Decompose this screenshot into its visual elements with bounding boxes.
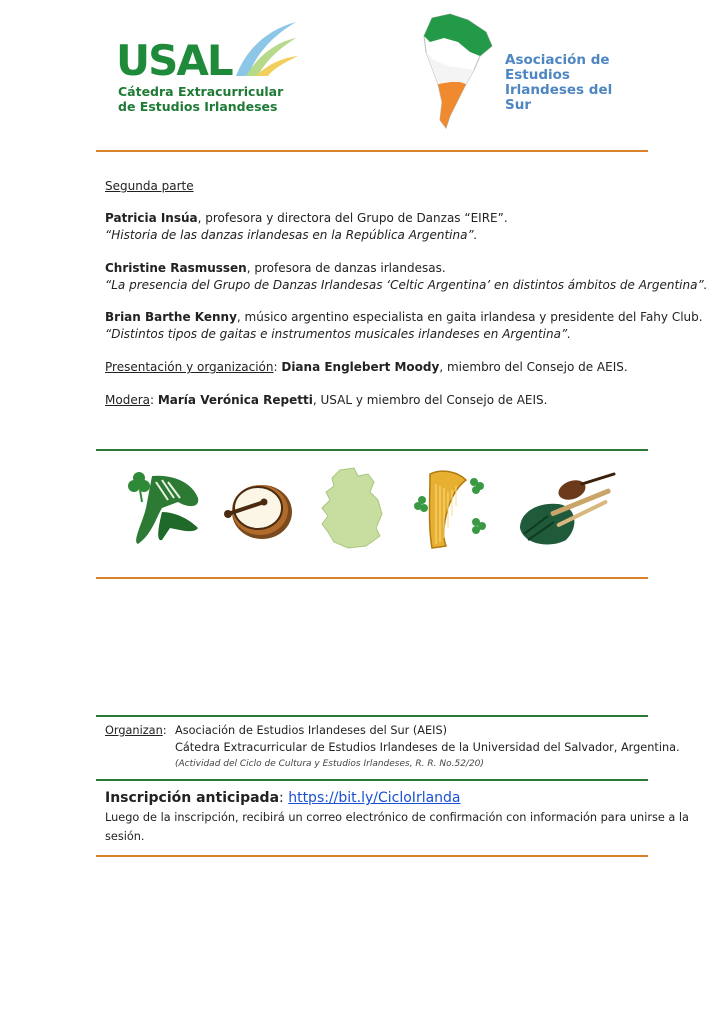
registration-top-divider (96, 779, 648, 781)
presentation-rest: , miembro del Consejo de AEIS. (439, 360, 628, 374)
usal-subtitle-line1: Cátedra Extracurricular (118, 84, 284, 99)
registration-sep: : (279, 790, 289, 806)
presentation-sep: : (273, 360, 282, 374)
aeis-line3: Irlandeses del (505, 82, 613, 98)
moderator-line (105, 393, 547, 408)
aeis-line1: Asociación de (505, 52, 610, 68)
registration-label: Inscripción anticipada (105, 790, 280, 806)
organizers-note: (Actividad del Ciclo de Cultura y Estudios Irlandeses, R. R. No.52/20) (175, 759, 484, 769)
speaker-2-talk: “La presencia del Grupo de Danzas Irlandesas ‘Celtic Argentina’ en distintos ámbitos de Argentina”. (105, 278, 708, 292)
registration-info-line2: sesión. (105, 830, 145, 843)
organizers-top-divider (96, 715, 648, 717)
footer-divider (96, 855, 648, 857)
usal-wordmark: USAL (116, 36, 232, 85)
organizers-line1: Asociación de Estudios Irlandeses del Sur (AEIS) (175, 724, 448, 737)
presentation-name: Diana Englebert Moody (281, 360, 440, 374)
organizers-label: Organizan (105, 724, 163, 737)
presentation-label: Presentación y organización (105, 360, 274, 374)
moderator-name: María Verónica Repetti (157, 393, 313, 407)
speaker-3-name: Brian Barthe Kenny (105, 310, 237, 324)
bagpipe-fiddle-icon (514, 468, 622, 550)
speaker-3-talk: “Distintos tipos de gaitas e instrumentos musicales irlandeses en Argentina”. (105, 327, 571, 341)
bodhran-drum-icon (224, 478, 296, 542)
presentation-line (105, 360, 628, 375)
speaker-1-talk: “Historia de las danzas irlandesas en la República Argentina”. (105, 228, 478, 242)
registration-heading (105, 789, 461, 807)
moderator-sep: : (149, 393, 158, 407)
south-america-flag-map-icon (420, 12, 500, 130)
header-divider (96, 150, 648, 152)
usal-swoosh-icon (226, 20, 298, 82)
speaker-2-name: Christine Rasmussen (105, 261, 247, 275)
registration-info-line1: Luego de la inscripción, recibirá un correo electrónico de confirmación con información para unirse a la (105, 811, 689, 824)
aeis-line2: Estudios (505, 67, 570, 83)
aeis-line4: Sur (505, 97, 531, 113)
organizers-colon: : (162, 724, 167, 737)
speaker-1-role: , profesora y directora del Grupo de Danzas “EIRE”. (197, 211, 508, 225)
speaker-2 (105, 261, 446, 276)
usal-logo (108, 14, 298, 114)
icons-bottom-divider (96, 577, 648, 579)
organizers-label-wrap (105, 723, 167, 738)
section-title: Segunda parte (105, 179, 194, 193)
aeis-name (505, 53, 612, 113)
icons-top-divider (96, 449, 648, 451)
moderator-rest: , USAL y miembro del Consejo de AEIS. (312, 393, 548, 407)
speaker-2-role: , profesora de danzas irlandesas. (246, 261, 446, 275)
organizers-line2: Cátedra Extracurricular de Estudios Irlandeses de la Universidad del Salvador, Argentina. (175, 741, 680, 754)
speaker-3 (105, 310, 703, 325)
registration-link[interactable]: https://bit.ly/CicloIrlanda (288, 790, 461, 806)
moderator-label: Modera (105, 393, 150, 407)
speaker-1 (105, 211, 508, 226)
harp-shamrock-icon (412, 466, 488, 552)
ireland-map-icon (318, 466, 388, 550)
dance-shoes-shamrock-icon (122, 468, 204, 550)
aeis-logo (420, 12, 630, 130)
usal-subtitle-line2: de Estudios Irlandeses (118, 99, 278, 114)
speaker-1-name: Patricia Insúa (105, 211, 198, 225)
speaker-3-role: , músico argentino especialista en gaita irlandesa y presidente del Fahy Club. (236, 310, 703, 324)
